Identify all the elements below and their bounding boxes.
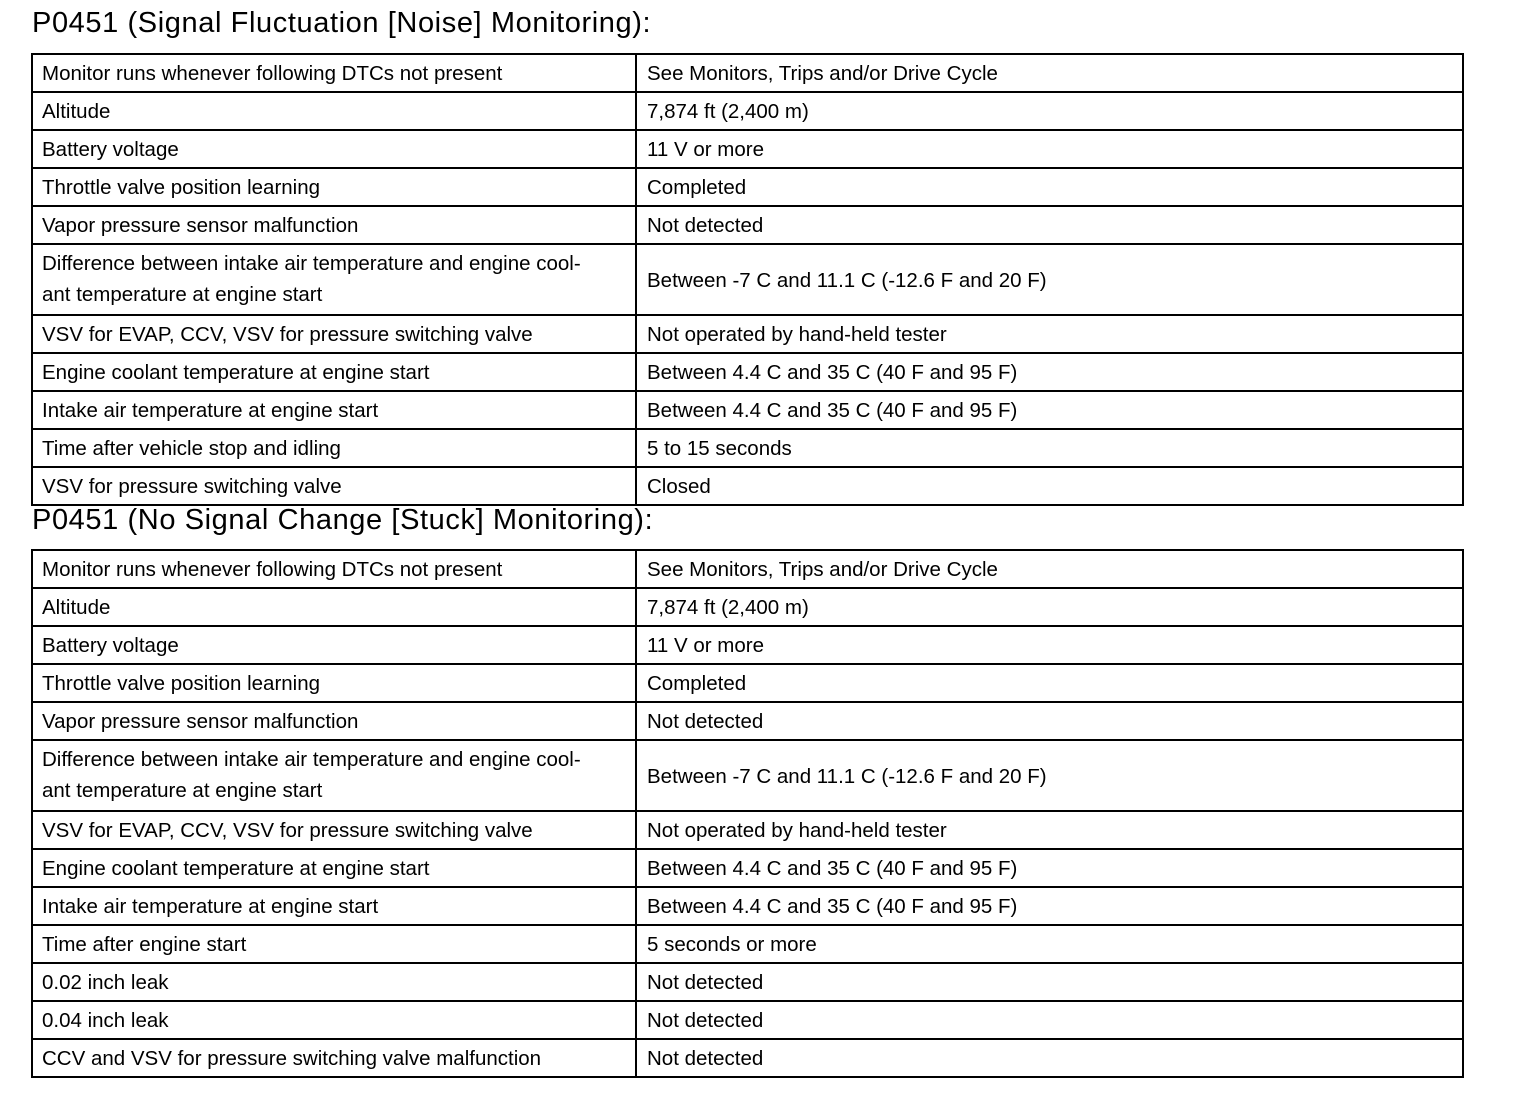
condition-value-cell: 11 V or more (636, 130, 1463, 168)
condition-value-cell: 11 V or more (636, 626, 1463, 664)
condition-value-cell: 7,874 ft (2,400 m) (636, 92, 1463, 130)
table-row (32, 925, 1463, 963)
table-row (32, 429, 1463, 467)
table-row (32, 963, 1463, 1001)
condition-value-cell: Closed (636, 467, 1463, 505)
condition-value-cell: See Monitors, Trips and/or Drive Cycle (636, 54, 1463, 92)
condition-item-cell: Time after engine start (32, 925, 636, 963)
conditions-table-stuck-monitoring (31, 549, 1464, 1078)
condition-item-cell: VSV for EVAP, CCV, VSV for pressure switching valve (32, 315, 636, 353)
condition-item-cell: Engine coolant temperature at engine start (32, 849, 636, 887)
condition-value-cell: Not detected (636, 1039, 1463, 1077)
table-row (32, 168, 1463, 206)
condition-item-cell: Monitor runs whenever following DTCs not present (32, 54, 636, 92)
condition-value-cell: Between -7 C and 11.1 C (-12.6 F and 20 F) (636, 244, 1463, 315)
condition-value-cell: Completed (636, 664, 1463, 702)
condition-item-cell: Intake air temperature at engine start (32, 391, 636, 429)
table-row (32, 811, 1463, 849)
condition-value-cell: Not detected (636, 206, 1463, 244)
table-row (32, 740, 1463, 811)
condition-value-cell: Not operated by hand-held tester (636, 315, 1463, 353)
condition-item-cell: 0.02 inch leak (32, 963, 636, 1001)
table-row (32, 54, 1463, 92)
table-row (32, 467, 1463, 505)
condition-item-cell: Difference between intake air temperature and engine cool- ant temperature at engine start (32, 244, 636, 315)
condition-value-cell: Between 4.4 C and 35 C (40 F and 95 F) (636, 391, 1463, 429)
condition-value-cell: Not detected (636, 1001, 1463, 1039)
condition-value-cell: 5 seconds or more (636, 925, 1463, 963)
table-row (32, 353, 1463, 391)
table-row (32, 702, 1463, 740)
condition-item-cell: Time after vehicle stop and idling (32, 429, 636, 467)
condition-value-cell: Not operated by hand-held tester (636, 811, 1463, 849)
table-row (32, 315, 1463, 353)
condition-item-cell: Vapor pressure sensor malfunction (32, 702, 636, 740)
condition-value-cell: Between 4.4 C and 35 C (40 F and 95 F) (636, 849, 1463, 887)
section-title-noise-monitoring: P0451 (Signal Fluctuation [Noise] Monitoring): (32, 7, 652, 39)
condition-item-cell: Vapor pressure sensor malfunction (32, 206, 636, 244)
table-row (32, 588, 1463, 626)
condition-value-cell: Between 4.4 C and 35 C (40 F and 95 F) (636, 887, 1463, 925)
condition-item-cell: VSV for pressure switching valve (32, 467, 636, 505)
condition-value-cell: Between 4.4 C and 35 C (40 F and 95 F) (636, 353, 1463, 391)
condition-value-cell: Not detected (636, 702, 1463, 740)
condition-item-cell: Altitude (32, 588, 636, 626)
table-row (32, 887, 1463, 925)
table-row (32, 849, 1463, 887)
section-title-stuck-monitoring: P0451 (No Signal Change [Stuck] Monitoring): (32, 504, 654, 536)
condition-value-cell: 7,874 ft (2,400 m) (636, 588, 1463, 626)
condition-value-cell: Between -7 C and 11.1 C (-12.6 F and 20 F) (636, 740, 1463, 811)
condition-item-cell: CCV and VSV for pressure switching valve malfunction (32, 1039, 636, 1077)
condition-value-cell: 5 to 15 seconds (636, 429, 1463, 467)
condition-value-cell: Not detected (636, 963, 1463, 1001)
table-row (32, 92, 1463, 130)
table-row (32, 1001, 1463, 1039)
condition-item-cell: Altitude (32, 92, 636, 130)
table-row (32, 550, 1463, 588)
table-row (32, 244, 1463, 315)
conditions-table-noise-monitoring (31, 53, 1464, 506)
table-row (32, 130, 1463, 168)
condition-value-cell: See Monitors, Trips and/or Drive Cycle (636, 550, 1463, 588)
condition-item-cell: Engine coolant temperature at engine start (32, 353, 636, 391)
condition-value-cell: Completed (636, 168, 1463, 206)
table-row (32, 206, 1463, 244)
condition-item-cell: Intake air temperature at engine start (32, 887, 636, 925)
condition-item-cell: Difference between intake air temperature and engine cool- ant temperature at engine start (32, 740, 636, 811)
table-row (32, 1039, 1463, 1077)
condition-item-cell: Battery voltage (32, 626, 636, 664)
condition-item-cell: Throttle valve position learning (32, 168, 636, 206)
table-row (32, 664, 1463, 702)
condition-item-cell: Throttle valve position learning (32, 664, 636, 702)
table-row (32, 391, 1463, 429)
condition-item-cell: Battery voltage (32, 130, 636, 168)
condition-item-cell: Monitor runs whenever following DTCs not present (32, 550, 636, 588)
table-row (32, 626, 1463, 664)
condition-item-cell: VSV for EVAP, CCV, VSV for pressure switching valve (32, 811, 636, 849)
condition-item-cell: 0.04 inch leak (32, 1001, 636, 1039)
